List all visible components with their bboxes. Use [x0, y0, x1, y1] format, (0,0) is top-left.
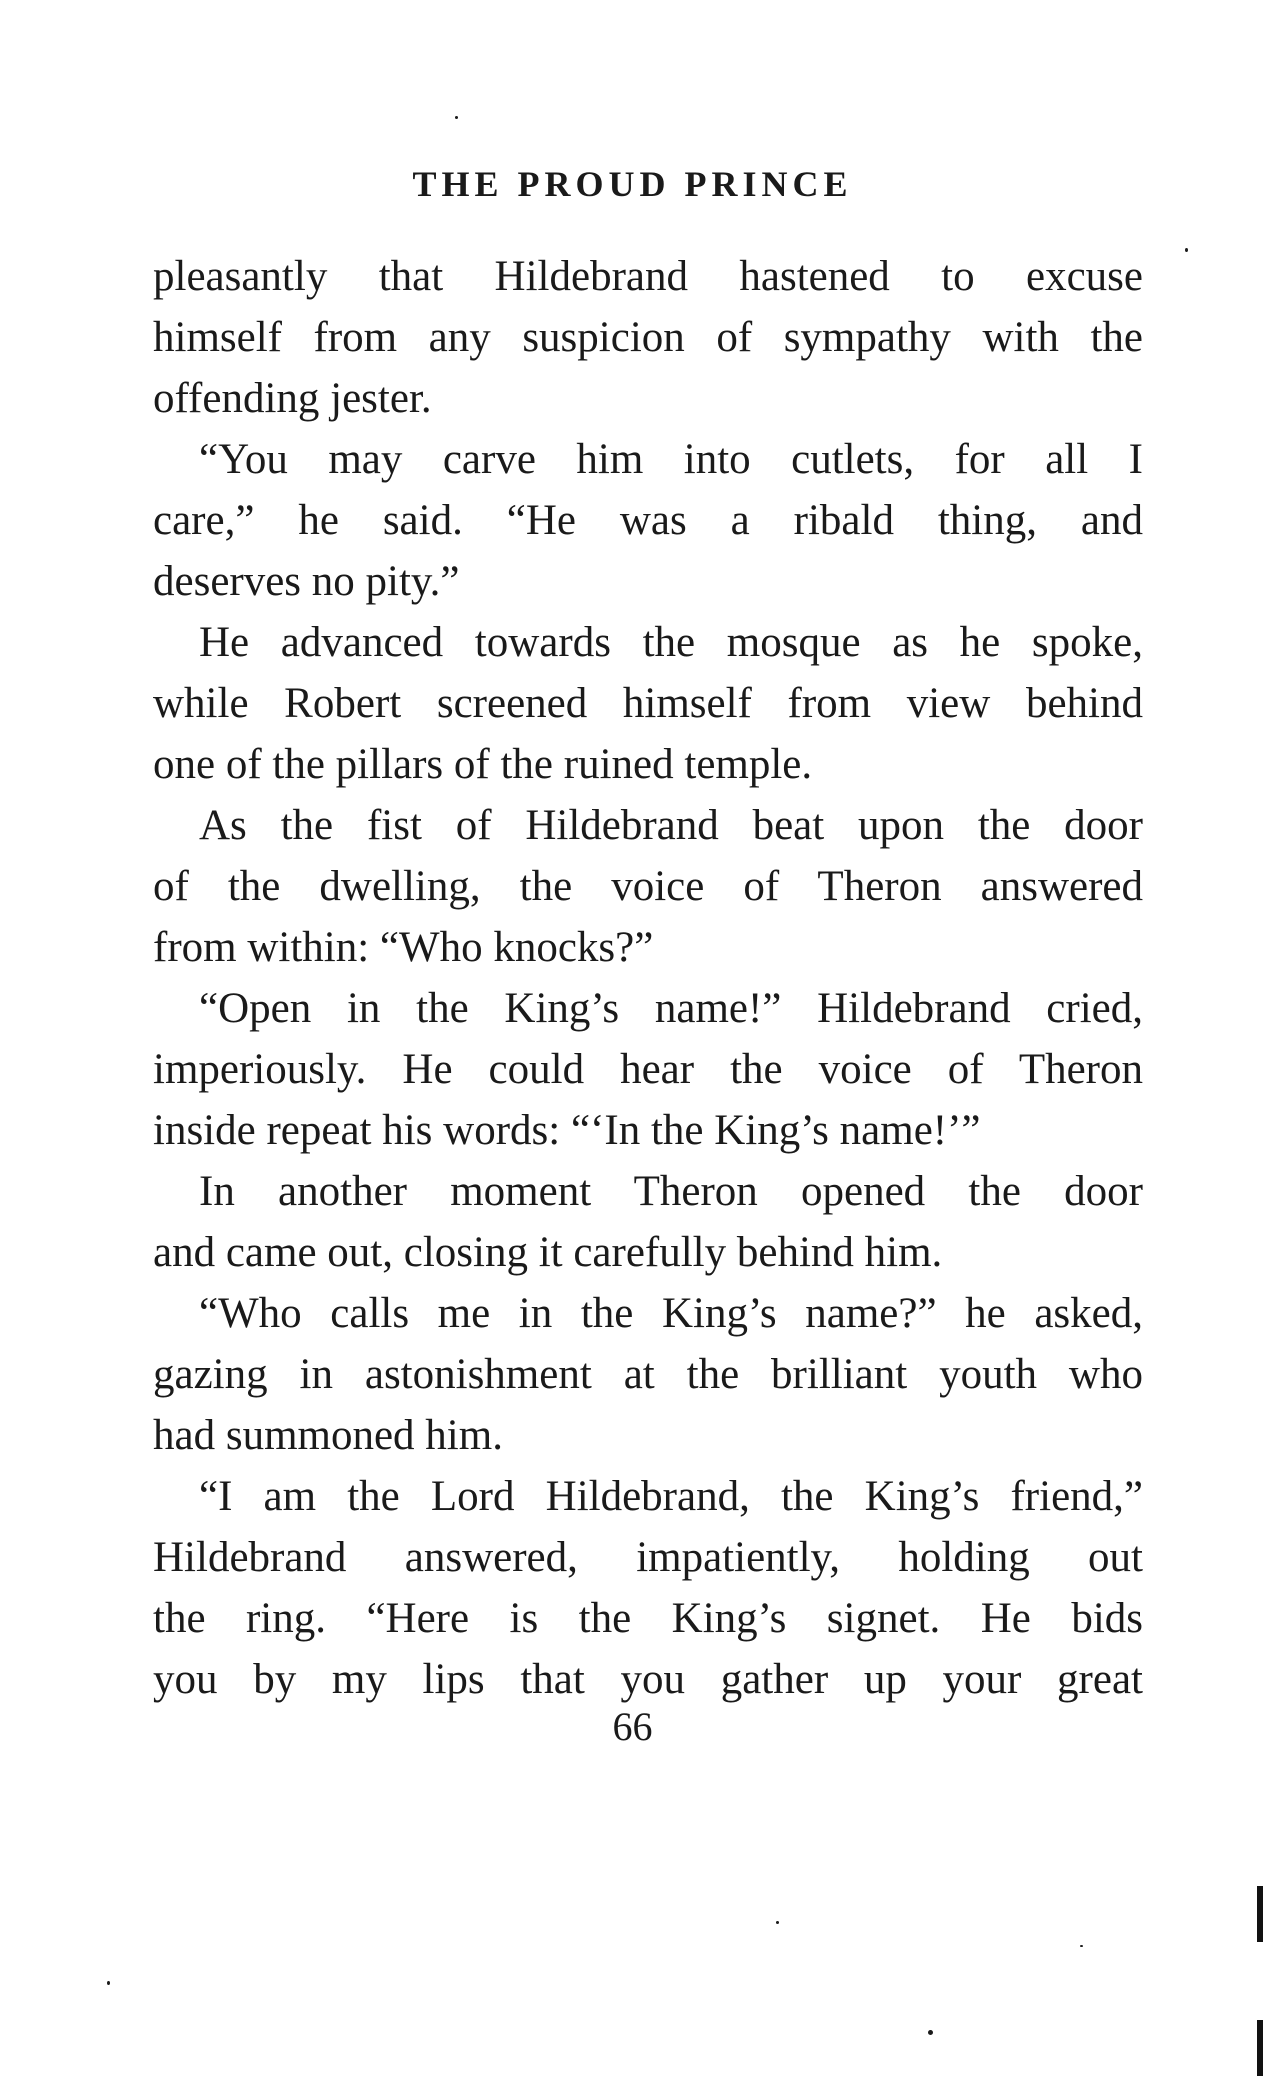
text-line: himself from any suspicion of sympathy with the — [153, 314, 1143, 361]
text-line: “Open in the King’s name!” Hildebrand cried, — [199, 985, 1143, 1032]
scan-edge-mark — [1257, 2020, 1263, 2076]
text-line: from within: “Who knocks?” — [153, 924, 654, 971]
text-line: offending jester. — [153, 375, 432, 422]
text-line: He advanced towards the mosque as he spoke, — [199, 619, 1143, 666]
text-line: pleasantly that Hildebrand hastened to excuse — [153, 253, 1143, 300]
scan-speck — [107, 1981, 110, 1985]
scan-speck — [776, 1921, 779, 1924]
text-line: “You may carve him into cutlets, for all I — [199, 436, 1143, 483]
scan-speck — [455, 116, 458, 119]
text-line: one of the pillars of the ruined temple. — [153, 741, 813, 788]
text-line: imperiously. He could hear the voice of Theron — [153, 1046, 1143, 1093]
text-line: had summoned him. — [153, 1412, 503, 1459]
text-line: you by my lips that you gather up your great — [153, 1656, 1143, 1703]
text-line: In another moment Theron opened the door — [199, 1168, 1143, 1215]
text-line: “Who calls me in the King’s name?” he asked, — [199, 1290, 1143, 1337]
text-line: and came out, closing it carefully behind him. — [153, 1229, 943, 1276]
text-line: deserves no pity.” — [153, 558, 460, 605]
text-line: while Robert screened himself from view behind — [153, 680, 1143, 727]
body-text — [153, 246, 1143, 1710]
text-line: the ring. “Here is the King’s signet. He bids — [153, 1595, 1143, 1642]
text-line: of the dwelling, the voice of Theron answered — [153, 863, 1143, 910]
text-line: gazing in astonishment at the brilliant youth who — [153, 1351, 1143, 1398]
text-line: As the fist of Hildebrand beat upon the door — [199, 802, 1143, 849]
page-number: 66 — [612, 1704, 653, 1749]
scan-speck — [1080, 1945, 1083, 1947]
text-line: Hildebrand answered, impatiently, holding out — [153, 1534, 1143, 1581]
text-line: “I am the Lord Hildebrand, the King’s friend,” — [199, 1473, 1143, 1520]
text-line: care,” he said. “He was a ribald thing, and — [153, 497, 1143, 544]
running-title: THE PROUD PRINCE — [412, 164, 853, 204]
scan-edge-mark — [1257, 1886, 1263, 1942]
scan-speck — [1185, 248, 1188, 252]
scan-speck — [928, 2030, 933, 2035]
text-line: inside repeat his words: “‘In the King’s name!’” — [153, 1107, 981, 1154]
